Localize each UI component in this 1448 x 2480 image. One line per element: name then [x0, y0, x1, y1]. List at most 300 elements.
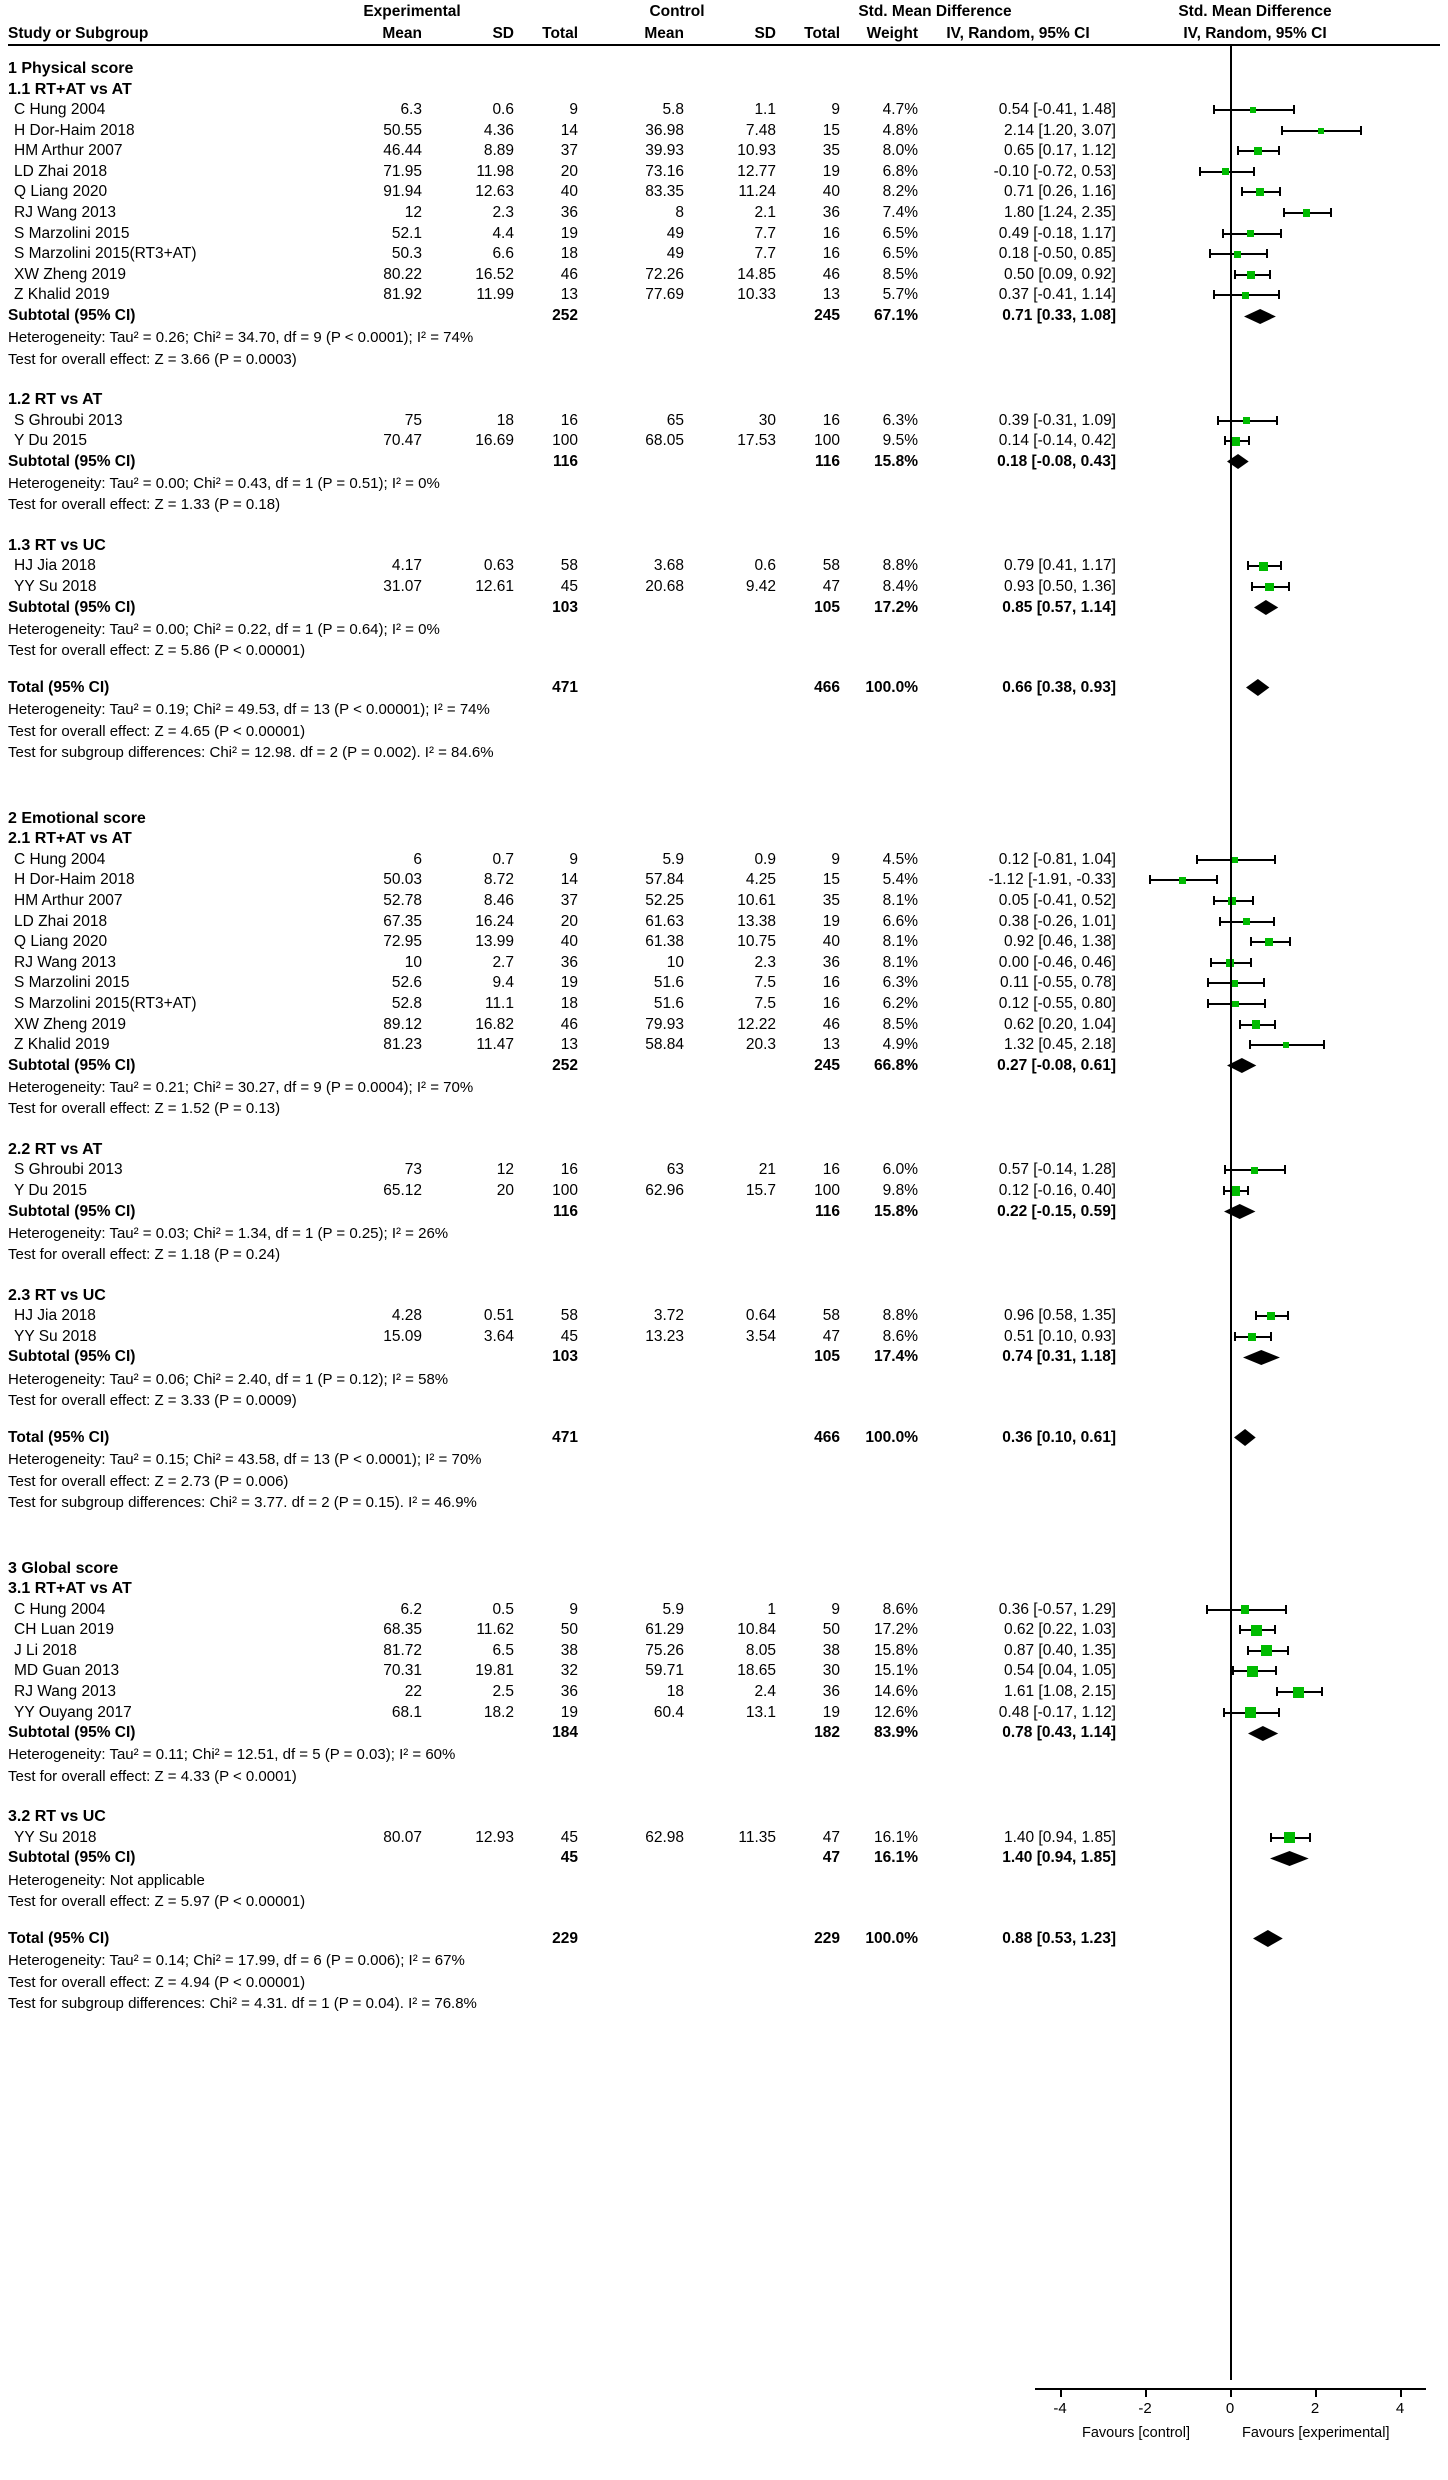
- exp-sd: 2.7: [492, 953, 514, 971]
- header-smd-sub-graph: IV, Random, 95% CI: [1183, 25, 1327, 42]
- exp-total: 36: [560, 953, 578, 971]
- exp-total: 40: [560, 933, 578, 951]
- exp-total: 46: [560, 1015, 578, 1033]
- axis-tick-label: 0: [1225, 2400, 1235, 2417]
- ctrl-sd: 11.24: [738, 183, 776, 201]
- header-smd-title: Std. Mean Difference: [858, 3, 1012, 20]
- exp-sd: 8.89: [483, 142, 514, 160]
- ci-value: 0.11 [-0.55, 0.78]: [999, 974, 1116, 992]
- exp-mean: 52.8: [391, 995, 422, 1012]
- exp-total: 9: [569, 101, 578, 118]
- total-heterogeneity-line: Heterogeneity: Tau² = 0.19; Chi² = 49.53, df = 13 (P < 0.00001); I² = 74%: [8, 701, 490, 719]
- exp-sd: 16.52: [475, 265, 514, 283]
- ctrl-mean: 60.4: [653, 1703, 684, 1721]
- subgroup-differences-line: Test for subgroup differences: Chi² = 12.98. df = 2 (P = 0.002). I² = 84.6%: [8, 744, 494, 762]
- weight-value: 8.6%: [882, 1327, 918, 1345]
- ctrl-sd: 0.9: [754, 850, 776, 868]
- exp-mean: 52.6: [391, 974, 422, 992]
- study-label: S Ghroubi 2013: [14, 1161, 123, 1179]
- ctrl-total: 36: [822, 1683, 840, 1700]
- exp-mean: 4.17: [391, 557, 422, 575]
- ci-value: -1.12 [-1.91, -0.33]: [988, 871, 1116, 889]
- subgroup-differences-line: Test for subgroup differences: Chi² = 4.31. df = 1 (P = 0.04). I² = 76.8%: [8, 1995, 477, 2013]
- ci-value: 0.71 [0.26, 1.16]: [1003, 183, 1116, 201]
- ci-cap-lower: [1222, 229, 1224, 238]
- effect-marker: [1243, 417, 1250, 424]
- weight-value: 6.0%: [882, 1161, 918, 1179]
- group-heading-1: 1 Physical score: [8, 60, 134, 77]
- weight-value: 67.1%: [874, 307, 918, 324]
- exp-mean: 75: [404, 411, 422, 429]
- exp-mean: 50.3: [391, 245, 422, 263]
- ctrl-total: 9: [831, 101, 840, 118]
- ctrl-sd: 3.54: [745, 1327, 776, 1345]
- study-label: YY Su 2018: [14, 578, 97, 595]
- ci-cap-upper: [1263, 978, 1265, 987]
- ctrl-mean: 57.84: [645, 871, 684, 889]
- effect-marker: [1252, 1020, 1260, 1028]
- ctrl-mean: 5.9: [662, 850, 684, 868]
- ctrl-total: 229: [814, 1929, 840, 1947]
- ctrl-total: 16: [822, 245, 840, 263]
- ci-cap-upper: [1250, 958, 1252, 967]
- exp-total: 37: [560, 142, 578, 160]
- ci-value: 0.57 [-0.14, 1.28]: [998, 1161, 1116, 1179]
- effect-marker: [1241, 1605, 1249, 1613]
- exp-total: 36: [560, 204, 578, 221]
- ci-value: 0.18 [-0.08, 0.43]: [997, 452, 1116, 470]
- exp-total: 13: [560, 1036, 578, 1054]
- summary-diamond: [1242, 308, 1278, 325]
- study-label: Y Du 2015: [14, 1182, 87, 1199]
- ci-value: 0.00 [-0.46, 0.46]: [998, 953, 1116, 971]
- exp-mean: 52.1: [391, 224, 422, 242]
- axis-tick-label: 2: [1310, 2400, 1320, 2417]
- study-label: RJ Wang 2013: [14, 953, 116, 971]
- weight-value: 8.1%: [882, 933, 918, 951]
- ctrl-sd: 17.53: [737, 432, 776, 450]
- study-label: Subtotal (95% CI): [8, 1202, 136, 1220]
- study-label: Subtotal (95% CI): [8, 1348, 136, 1366]
- exp-sd: 0.6: [492, 101, 514, 118]
- ci-value: 0.14 [-0.14, 0.42]: [998, 432, 1116, 450]
- exp-total: 37: [560, 892, 578, 909]
- exp-sd: 19.81: [475, 1662, 514, 1680]
- exp-mean: 65.12: [383, 1182, 422, 1199]
- exp-total: 50: [560, 1621, 578, 1639]
- ci-cap-upper: [1247, 1186, 1249, 1195]
- ci-cap-upper: [1278, 146, 1280, 155]
- effect-marker: [1267, 1312, 1275, 1320]
- ctrl-mean: 51.6: [653, 974, 684, 992]
- weight-value: 15.8%: [874, 452, 918, 470]
- summary-diamond: [1225, 453, 1251, 470]
- weight-value: 9.8%: [882, 1182, 918, 1199]
- ci-value: 0.27 [-0.08, 0.61]: [997, 1056, 1116, 1074]
- study-label: HJ Jia 2018: [14, 1307, 96, 1325]
- exp-mean: 89.12: [383, 1015, 422, 1033]
- ci-cap-lower: [1281, 126, 1283, 135]
- study-label: CH Luan 2019: [14, 1621, 114, 1639]
- exp-total: 116: [552, 1202, 578, 1220]
- effect-marker: [1265, 938, 1273, 946]
- summary-diamond: [1246, 1725, 1280, 1742]
- weight-value: 8.2%: [882, 183, 918, 201]
- effect-marker: [1242, 292, 1249, 299]
- weight-value: 17.2%: [874, 598, 918, 616]
- ci-cap-upper: [1273, 917, 1275, 926]
- exp-total: 19: [560, 224, 578, 242]
- ci-value: 0.65 [0.17, 1.12]: [1003, 142, 1116, 160]
- exp-sd: 6.6: [492, 245, 514, 263]
- weight-value: 8.4%: [882, 578, 918, 595]
- ci-value: 0.71 [0.33, 1.08]: [1002, 307, 1116, 324]
- ci-cap-upper: [1323, 1040, 1325, 1049]
- exp-mean: 81.92: [383, 286, 422, 304]
- exp-mean: 80.07: [383, 1828, 422, 1846]
- ctrl-total: 105: [814, 598, 840, 616]
- summary-diamond: [1251, 1929, 1285, 1948]
- ci-value: 2.14 [1.20, 3.07]: [1003, 121, 1116, 139]
- exp-sd: 16.82: [475, 1015, 514, 1033]
- ctrl-total: 16: [822, 995, 840, 1012]
- effect-marker: [1232, 437, 1241, 446]
- ci-value: 0.62 [0.20, 1.04]: [1003, 1015, 1116, 1033]
- weight-value: 8.8%: [882, 557, 918, 575]
- weight-value: 6.5%: [882, 224, 918, 242]
- exp-total: 9: [569, 850, 578, 868]
- effect-marker: [1232, 1001, 1239, 1008]
- exp-sd: 8.72: [483, 871, 514, 889]
- exp-total: 18: [560, 995, 578, 1012]
- weight-value: 15.8%: [874, 1641, 918, 1659]
- weight-value: 6.5%: [882, 245, 918, 263]
- exp-mean: 68.35: [383, 1621, 422, 1639]
- ctrl-total: 16: [822, 974, 840, 992]
- effect-marker: [1250, 107, 1256, 113]
- ctrl-sd: 2.4: [754, 1683, 776, 1700]
- ci-cap-upper: [1280, 229, 1282, 238]
- ci-cap-lower: [1149, 875, 1151, 884]
- exp-mean: 4.28: [391, 1307, 422, 1325]
- ci-cap-lower: [1237, 146, 1239, 155]
- exp-mean: 6: [413, 850, 422, 868]
- ci-value: 0.50 [0.09, 0.92]: [1003, 265, 1116, 283]
- axis-tick-label: 4: [1395, 2400, 1405, 2417]
- weight-value: 100.0%: [865, 678, 918, 696]
- effect-marker: [1231, 980, 1238, 987]
- ci-value: 1.61 [1.08, 2.15]: [1003, 1683, 1116, 1700]
- effect-marker: [1259, 562, 1267, 570]
- exp-total: 46: [560, 265, 578, 283]
- exp-total: 116: [552, 452, 578, 470]
- ctrl-mean: 61.38: [645, 933, 684, 951]
- ci-cap-upper: [1270, 1332, 1272, 1341]
- weight-value: 8.8%: [882, 1307, 918, 1325]
- ci-value: -0.10 [-0.72, 0.53]: [993, 162, 1116, 180]
- ci-cap-upper: [1278, 290, 1280, 299]
- exp-sd: 12.61: [475, 578, 514, 595]
- total-overall-effect-line: Test for overall effect: Z = 2.73 (P = 0.006): [8, 1472, 289, 1490]
- ci-cap-lower: [1217, 416, 1219, 425]
- ctrl-total: 100: [814, 432, 840, 450]
- header-ctrl-total: Total: [804, 25, 840, 42]
- ci-value: 0.39 [-0.31, 1.09]: [998, 411, 1116, 429]
- ctrl-mean: 36.98: [645, 121, 684, 139]
- weight-value: 17.4%: [874, 1348, 918, 1366]
- ctrl-total: 36: [822, 953, 840, 971]
- ctrl-total: 9: [831, 850, 840, 868]
- ctrl-total: 116: [814, 1202, 840, 1220]
- exp-sd: 11.99: [476, 286, 514, 304]
- weight-value: 6.8%: [882, 162, 918, 180]
- weight-value: 9.5%: [882, 432, 918, 450]
- exp-mean: 70.31: [383, 1662, 422, 1680]
- ctrl-sd: 11.35: [738, 1828, 776, 1846]
- exp-sd: 0.51: [483, 1307, 514, 1325]
- ci-cap-lower: [1207, 999, 1209, 1008]
- exp-sd: 2.3: [492, 204, 514, 221]
- ctrl-total: 47: [822, 1849, 840, 1867]
- ctrl-total: 36: [822, 204, 840, 221]
- ctrl-total: 38: [822, 1641, 840, 1659]
- exp-sd: 11.1: [484, 995, 514, 1012]
- ctrl-mean: 83.35: [645, 183, 684, 201]
- ctrl-mean: 79.93: [645, 1015, 684, 1033]
- header-exp-mean: Mean: [382, 25, 422, 42]
- ctrl-mean: 72.26: [645, 265, 684, 283]
- exp-total: 19: [560, 974, 578, 992]
- ctrl-sd: 2.3: [754, 953, 776, 971]
- ctrl-sd: 4.25: [745, 871, 776, 889]
- overall-effect-line: Test for overall effect: Z = 1.52 (P = 0.13): [8, 1100, 281, 1118]
- subgroup-heading-1.1: 1.1 RT+AT vs AT: [8, 80, 132, 98]
- heterogeneity-line: Heterogeneity: Tau² = 0.00; Chi² = 0.43, df = 1 (P = 0.51); I² = 0%: [8, 474, 440, 492]
- weight-value: 5.4%: [882, 871, 918, 889]
- ctrl-mean: 5.9: [662, 1600, 684, 1618]
- exp-total: 16: [560, 1161, 578, 1179]
- total-overall-effect-line: Test for overall effect: Z = 4.65 (P < 0.00001): [8, 722, 306, 740]
- ctrl-mean: 73.16: [645, 162, 684, 180]
- axis-tick-label: -2: [1138, 2400, 1152, 2417]
- ctrl-sd: 9.42: [745, 578, 776, 595]
- ctrl-mean: 8: [675, 204, 684, 221]
- exp-total: 103: [552, 1348, 578, 1366]
- weight-value: 14.6%: [874, 1683, 918, 1700]
- ci-value: 0.51 [0.10, 0.93]: [1003, 1327, 1116, 1345]
- study-label: Z Khalid 2019: [14, 286, 110, 304]
- ctrl-mean: 5.8: [662, 101, 684, 118]
- effect-marker: [1251, 1625, 1262, 1636]
- weight-value: 5.7%: [882, 286, 918, 304]
- ctrl-total: 19: [822, 1703, 840, 1721]
- exp-total: 103: [552, 598, 578, 616]
- exp-total: 45: [560, 1828, 578, 1846]
- exp-mean: 10: [404, 953, 422, 971]
- summary-diamond: [1232, 1428, 1258, 1447]
- exp-total: 471: [552, 1428, 578, 1446]
- ci-cap-lower: [1247, 561, 1249, 570]
- ctrl-total: 9: [831, 1600, 840, 1618]
- ci-value: 0.93 [0.50, 1.36]: [1003, 578, 1116, 595]
- study-label: Q Liang 2020: [14, 183, 108, 201]
- ctrl-sd: 12.77: [737, 162, 776, 180]
- ci-cap-lower: [1213, 290, 1215, 299]
- summary-diamond: [1241, 1349, 1282, 1366]
- exp-sd: 0.7: [492, 850, 514, 868]
- ctrl-mean: 3.68: [653, 557, 684, 575]
- subgroup-heading-2.3: 2.3 RT vs UC: [8, 1286, 106, 1304]
- ctrl-total: 58: [822, 557, 840, 575]
- study-label: S Marzolini 2015(RT3+AT): [14, 995, 197, 1012]
- ctrl-sd: 1.1: [754, 101, 776, 118]
- ci-value: 0.87 [0.40, 1.35]: [1003, 1641, 1116, 1659]
- axis-tick-label: -4: [1053, 2400, 1067, 2417]
- ctrl-sd: 20.3: [745, 1036, 776, 1054]
- study-label: Y Du 2015: [14, 432, 87, 450]
- subgroup-heading-3.1: 3.1 RT+AT vs AT: [8, 1580, 132, 1598]
- ci-cap-upper: [1287, 1646, 1289, 1655]
- exp-total: 38: [560, 1641, 578, 1659]
- ci-cap-upper: [1330, 208, 1332, 217]
- subgroup-heading-2.2: 2.2 RT vs AT: [8, 1140, 103, 1158]
- ctrl-mean: 13.23: [645, 1327, 684, 1345]
- summary-diamond: [1252, 599, 1280, 616]
- exp-sd: 4.36: [483, 121, 514, 139]
- exp-total: 100: [552, 432, 578, 450]
- ci-cap-lower: [1196, 855, 1198, 864]
- ci-cap-lower: [1251, 582, 1253, 591]
- exp-total: 45: [560, 1849, 578, 1867]
- ctrl-mean: 58.84: [645, 1036, 684, 1054]
- ctrl-mean: 39.93: [645, 142, 684, 160]
- study-label: H Dor-Haim 2018: [14, 121, 135, 139]
- exp-sd: 8.46: [483, 892, 514, 909]
- heterogeneity-line: Heterogeneity: Tau² = 0.11; Chi² = 12.51, df = 5 (P = 0.03); I² = 60%: [8, 1746, 456, 1764]
- ctrl-sd: 14.85: [737, 265, 776, 283]
- exp-sd: 12: [496, 1161, 514, 1179]
- summary-diamond: [1268, 1850, 1311, 1867]
- header-exp-total: Total: [542, 25, 578, 42]
- ctrl-mean: 3.72: [653, 1307, 684, 1325]
- ci-cap-upper: [1252, 896, 1254, 905]
- ci-cap-upper: [1216, 875, 1218, 884]
- header-smd-title-graph: Std. Mean Difference: [1178, 3, 1332, 20]
- exp-sd: 4.4: [492, 224, 514, 242]
- study-label: Subtotal (95% CI): [8, 598, 136, 616]
- exp-total: 14: [560, 121, 578, 139]
- exp-mean: 81.23: [383, 1036, 422, 1054]
- ctrl-sd: 2.1: [754, 204, 776, 221]
- study-label: S Ghroubi 2013: [14, 411, 123, 429]
- ci-value: 0.49 [-0.18, 1.17]: [998, 224, 1116, 242]
- exp-sd: 3.64: [483, 1327, 514, 1345]
- header-weight: Weight: [866, 25, 918, 42]
- weight-value: 17.2%: [874, 1621, 918, 1639]
- weight-value: 4.5%: [882, 850, 918, 868]
- ctrl-total: 46: [822, 265, 840, 283]
- ctrl-total: 30: [822, 1662, 840, 1680]
- exp-mean: 73: [404, 1161, 422, 1179]
- exp-mean: 80.22: [383, 265, 422, 283]
- ctrl-total: 58: [822, 1307, 840, 1325]
- ctrl-total: 466: [814, 1428, 840, 1446]
- ci-value: 0.96 [0.58, 1.35]: [1003, 1307, 1116, 1325]
- ci-cap-upper: [1293, 105, 1295, 114]
- group-heading-3: 3 Global score: [8, 1559, 119, 1577]
- ci-value: 0.54 [0.04, 1.05]: [1003, 1662, 1116, 1680]
- ci-value: 0.92 [0.46, 1.38]: [1003, 933, 1116, 951]
- subgroup-heading-1.3: 1.3 RT vs UC: [8, 536, 106, 554]
- axis-tick: [1145, 2388, 1147, 2397]
- exp-sd: 6.5: [492, 1641, 514, 1659]
- study-label: RJ Wang 2013: [14, 204, 116, 221]
- ctrl-sd: 7.7: [754, 224, 776, 242]
- ctrl-sd: 7.5: [754, 974, 776, 992]
- ci-value: 0.36 [0.10, 0.61]: [1002, 1428, 1116, 1446]
- weight-value: 8.0%: [882, 142, 918, 160]
- effect-marker: [1293, 1687, 1304, 1698]
- ci-cap-lower: [1210, 958, 1212, 967]
- exp-sd: 12.63: [475, 183, 514, 201]
- effect-marker: [1247, 230, 1254, 237]
- ci-cap-lower: [1250, 937, 1252, 946]
- ctrl-total: 46: [822, 1015, 840, 1033]
- ci-value: 0.12 [-0.81, 1.04]: [998, 850, 1116, 868]
- ctrl-mean: 49: [666, 224, 684, 242]
- exp-total: 40: [560, 183, 578, 201]
- effect-marker: [1247, 271, 1255, 279]
- exp-sd: 0.5: [492, 1600, 514, 1618]
- exp-mean: 6.2: [400, 1600, 422, 1618]
- ci-value: 0.48 [-0.17, 1.12]: [998, 1703, 1116, 1721]
- ci-cap-upper: [1309, 1833, 1311, 1842]
- weight-value: 8.1%: [882, 953, 918, 971]
- exp-total: 252: [552, 1056, 578, 1074]
- study-label: Total (95% CI): [8, 1929, 110, 1947]
- subgroup-heading-3.2: 3.2 RT vs UC: [8, 1808, 106, 1826]
- exp-sd: 11.98: [476, 162, 514, 180]
- ci-value: 0.37 [-0.41, 1.14]: [998, 286, 1116, 304]
- ctrl-total: 13: [822, 1036, 840, 1054]
- ctrl-mean: 63: [666, 1161, 684, 1179]
- ctrl-mean: 59.71: [645, 1662, 684, 1680]
- summary-diamond: [1222, 1203, 1257, 1220]
- header-control: Control: [649, 3, 705, 20]
- effect-marker: [1245, 1707, 1256, 1718]
- ci-value: 0.88 [0.53, 1.23]: [1002, 1929, 1116, 1947]
- exp-sd: 11.47: [476, 1036, 514, 1054]
- ctrl-sd: 7.5: [754, 995, 776, 1012]
- ctrl-sd: 10.84: [737, 1621, 776, 1639]
- ctrl-sd: 8.05: [745, 1641, 776, 1659]
- ctrl-total: 16: [822, 1161, 840, 1179]
- weight-value: 15.8%: [874, 1202, 918, 1220]
- ctrl-total: 466: [814, 678, 840, 696]
- study-label: S Marzolini 2015: [14, 224, 130, 242]
- weight-value: 12.6%: [874, 1703, 918, 1721]
- ci-value: 0.85 [0.57, 1.14]: [1002, 598, 1116, 616]
- ci-cap-lower: [1234, 270, 1236, 279]
- heterogeneity-line: Heterogeneity: Tau² = 0.26; Chi² = 34.70, df = 9 (P < 0.0001); I² = 74%: [8, 329, 474, 347]
- ci-cap-upper: [1266, 249, 1268, 258]
- ctrl-total: 35: [822, 142, 840, 160]
- ctrl-sd: 10.33: [737, 286, 776, 304]
- study-label: XW Zheng 2019: [14, 1015, 127, 1033]
- heterogeneity-line: Heterogeneity: Not applicable: [8, 1871, 205, 1889]
- ctrl-sd: 18.65: [737, 1662, 776, 1680]
- effect-marker: [1254, 147, 1262, 155]
